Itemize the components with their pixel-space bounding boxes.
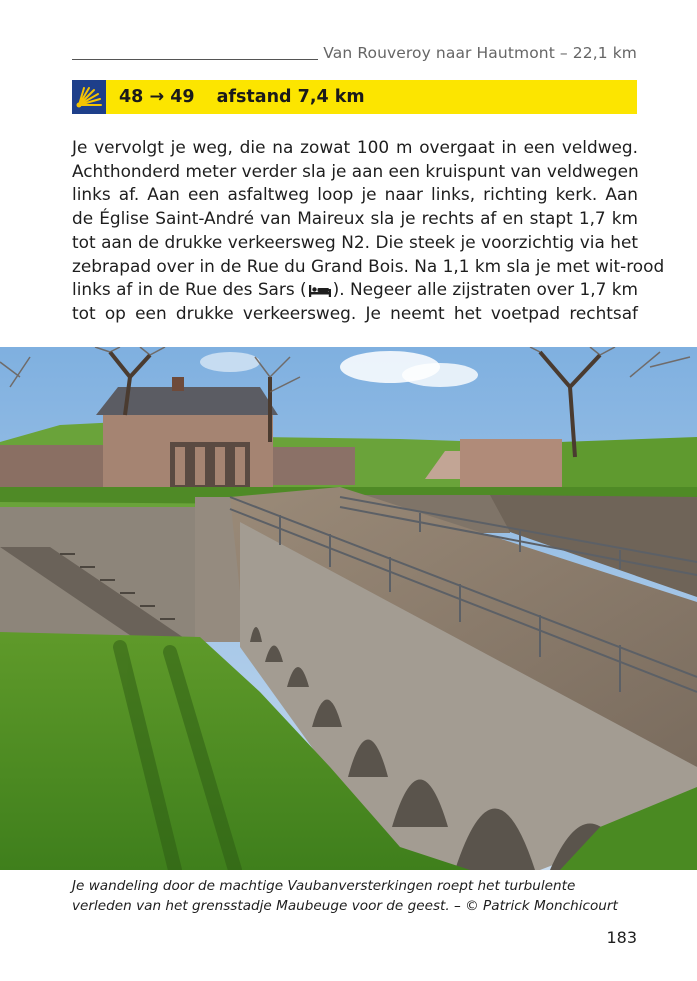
body-text bbox=[72, 136, 665, 326]
body-line: de Église Saint-André van Maireux sla je rechts af en stapt 1,7 km bbox=[72, 208, 638, 229]
stage-bar bbox=[72, 80, 637, 114]
header-rule bbox=[72, 59, 318, 60]
bed-icon bbox=[308, 284, 332, 298]
stage-range: 48 → 49 bbox=[119, 87, 195, 107]
fortress-bridge-photo bbox=[0, 347, 697, 870]
stage-icon-box bbox=[72, 80, 106, 114]
body-line-part: links af in de Rue des Sars ( bbox=[72, 279, 307, 300]
stage-distance: afstand 7,4 km bbox=[216, 87, 365, 107]
body-line: Je vervolgt je weg, die na zowat 100 m overgaat in een veldweg. bbox=[72, 137, 638, 157]
body-line: tot op een drukke verkeersweg. Je neemt het voetpad rechtsaf bbox=[72, 302, 638, 323]
body-line: links af. Aan een asfaltweg loop je naar links, richting kerk. Aan bbox=[72, 184, 638, 205]
scallop-shell-icon bbox=[75, 85, 103, 109]
page-number: 183 bbox=[606, 928, 637, 947]
body-line: zebrapad over in de Rue du Grand Bois. Na 1,1 km sla je met wit-rood bbox=[72, 255, 665, 276]
caption-line: Je wandeling door de machtige Vaubanversterkingen roept het turbulente bbox=[72, 878, 576, 894]
body-line: tot aan de drukke verkeersweg N2. Die steek je voorzichtig via het bbox=[72, 231, 638, 252]
body-line-part: ). Negeer alle zijstraten over 1,7 km bbox=[332, 279, 638, 300]
photo-caption bbox=[72, 876, 642, 916]
body-line: Achthonderd meter verder sla je aan een kruispunt van veldwegen bbox=[72, 160, 639, 181]
caption-line: verleden van het grensstadje Maubeuge voor de geest. – © Patrick Monchicourt bbox=[72, 898, 618, 914]
running-title: Van Rouveroy naar Hautmont – 22,1 km bbox=[323, 44, 637, 62]
body-line-with-icon bbox=[72, 278, 638, 302]
